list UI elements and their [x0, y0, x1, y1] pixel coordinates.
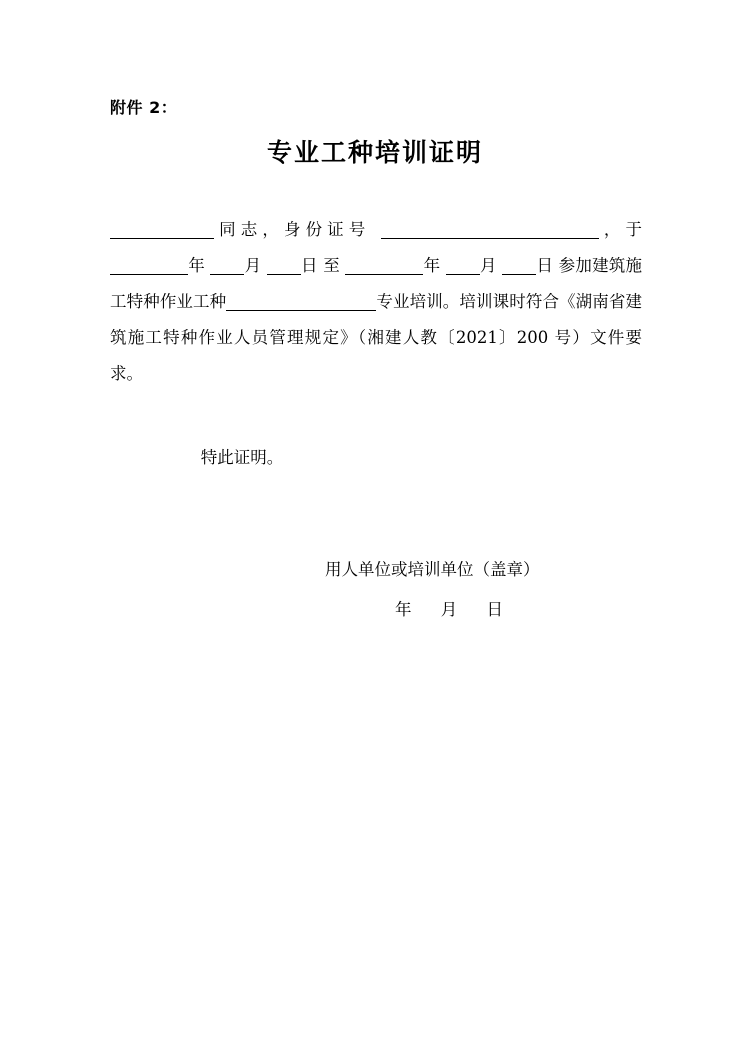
blank-end-day[interactable] — [502, 252, 536, 275]
blank-id-field[interactable] — [381, 216, 599, 239]
blank-start-month[interactable] — [210, 252, 244, 275]
text-yu: 于 — [625, 220, 643, 239]
body-paragraph — [110, 212, 642, 392]
blank-end-year[interactable] — [345, 252, 423, 275]
text-start-year: 年 — [188, 256, 205, 275]
certificate-body — [110, 212, 642, 392]
text-start-day: 日 — [300, 256, 318, 275]
signature-block — [110, 550, 642, 630]
blank-start-day[interactable] — [267, 252, 301, 275]
signature-date: 年 月 日 — [395, 600, 515, 619]
text-start-month: 月 — [244, 256, 262, 275]
page-title: 专业工种培训证明 — [266, 138, 483, 167]
text-end-year: 年 — [423, 256, 441, 275]
blank-end-month[interactable] — [446, 252, 480, 275]
text-end-month: 月 — [479, 256, 497, 275]
blank-name-field[interactable] — [110, 216, 214, 239]
text-after-name: 同志，身份证号 — [214, 220, 371, 239]
blank-start-year[interactable] — [110, 252, 188, 275]
text-canjia: 参加 — [558, 256, 593, 275]
blank-trade-field[interactable] — [226, 288, 376, 311]
signature-unit: 用人单位或培训单位（盖章） — [325, 560, 540, 579]
certify-statement: 特此证明。 — [200, 448, 284, 467]
text-end-day: 日 — [536, 256, 554, 275]
attachment-label: 附件 2： — [110, 98, 178, 117]
text-after-id: ， — [598, 220, 626, 239]
text-zhi: 至 — [323, 256, 340, 275]
text-trade-prefix: 建筑施工特种作业工种 — [110, 256, 642, 311]
text-trade-suffix: 专业培训。培训课时符合《湖南省建筑施工特种作业人员管理规定》（湘建人教〔2021〕200 号）文件要求。 — [110, 292, 643, 383]
